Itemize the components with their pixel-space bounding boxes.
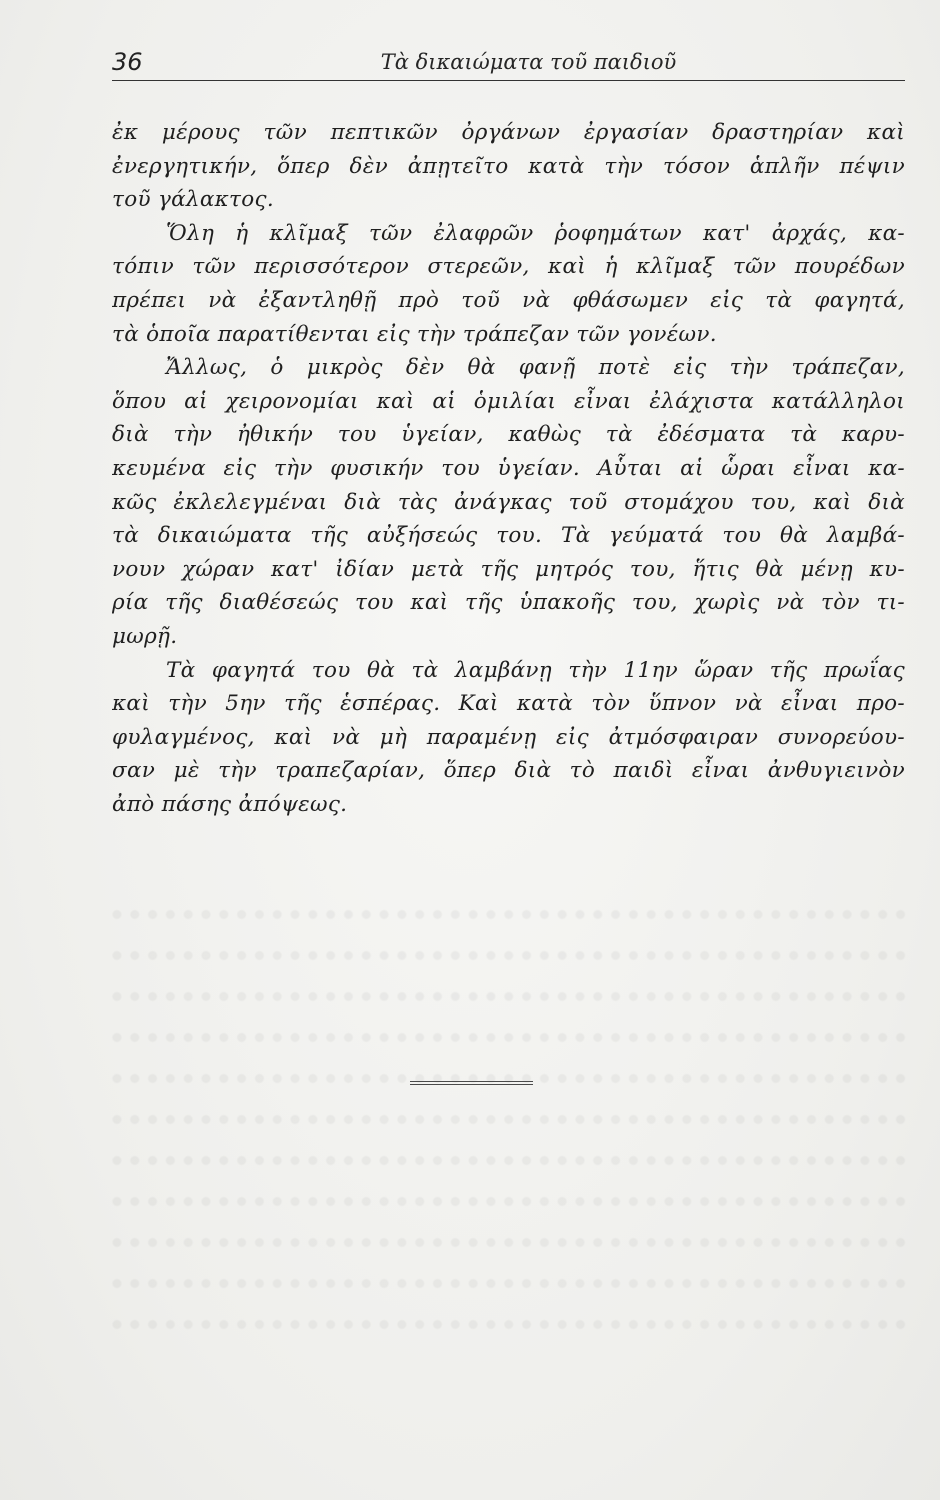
text-line: καὶ τὴν 5ην τῆς ἑσπέρας. Καὶ κατὰ τὸν ὕπνον νὰ εἶναι προ- [112, 691, 905, 717]
text-line: τόπιν τῶν περισσότερον στερεῶν, καὶ ἡ κλῖμαξ τῶν πουρέδων [112, 254, 905, 280]
text-line: κευμένα εἰς τὴν φυσικήν του ὑγείαν. Αὗται αἱ ὧραι εἶναι κα- [112, 455, 905, 481]
text-line: μωρῇ. [112, 623, 178, 649]
text-line: Τὰ φαγητά του θὰ τὰ λαμβάνῃ τὴν 11ην ὥραν τῆς πρωΐας [166, 657, 905, 683]
text-line: Ὅλη ἡ κλῖμαξ τῶν ἐλαφρῶν ῥοφημάτων κατ' ἀρχάς, κα- [166, 220, 905, 246]
running-title: Τὰ δικαιώματα τοῦ παιδιοῦ [380, 50, 677, 74]
text-line: φυλαγμένος, καὶ νὰ μὴ παραμένῃ εἰς ἀτμόσφαιραν συνορεύου- [112, 724, 905, 750]
page-header [112, 44, 905, 84]
text-line: τὰ ὁποῖα παρατίθενται εἰς τὴν τράπεζαν τῶν γονέων. [112, 321, 717, 347]
text-line: ἀπὸ πάσης ἀπόψεως. [112, 791, 348, 817]
text-line: τὰ δικαιώματα τῆς αὐξήσεώς του. Τὰ γεύματά του θὰ λαμβά- [112, 523, 905, 549]
text-line: ρία τῆς διαθέσεώς του καὶ τῆς ὑπακοῆς του, χωρὶς νὰ τὸν τι- [112, 590, 905, 616]
text-line: σαν μὲ τὴν τραπεζαρίαν, ὅπερ διὰ τὸ παιδὶ εἶναι ἀνθυγιεινὸν [112, 758, 905, 784]
text-line: ἐνεργητικήν, ὅπερ δὲν ἀπῃτεῖτο κατὰ τὴν τόσον ἁπλῆν πέψιν [112, 153, 905, 179]
text-line: ἐκ μέρους τῶν πεπτικῶν ὀργάνων ἐργασίαν δραστηρίαν καὶ [112, 120, 905, 145]
text-line: διὰ τὴν ἠθικήν του ὑγείαν, καθὼς τὰ ἐδέσματα τὰ καρυ- [112, 422, 905, 448]
body-text [112, 116, 905, 821]
show-through-texture [112, 880, 905, 1350]
text-line: κῶς ἐκλελεγμέναι διὰ τὰς ἀνάγκας τοῦ στομάχου του, καὶ διὰ [112, 489, 905, 515]
text-line: νουν χώραν κατ' ἰδίαν μετὰ τῆς μητρός του, ἥτις θὰ μένῃ κυ- [112, 556, 905, 582]
section-end-rule [410, 1081, 533, 1087]
text-line: τοῦ γάλακτος. [112, 187, 274, 213]
text-line: Ἄλλως, ὁ μικρὸς δὲν θὰ φανῇ ποτὲ εἰς τὴν τράπεζαν, [166, 355, 905, 381]
page-number: 36 [112, 48, 143, 76]
header-rule [112, 80, 905, 81]
text-line: ὅπου αἱ χειρονομίαι καὶ αἱ ὁμιλίαι εἶναι ἐλάχιστα κατάλληλοι [112, 388, 905, 414]
text-line: πρέπει νὰ ἐξαντληθῇ πρὸ τοῦ νὰ φθάσωμεν εἰς τὰ φαγητά, [112, 287, 905, 313]
